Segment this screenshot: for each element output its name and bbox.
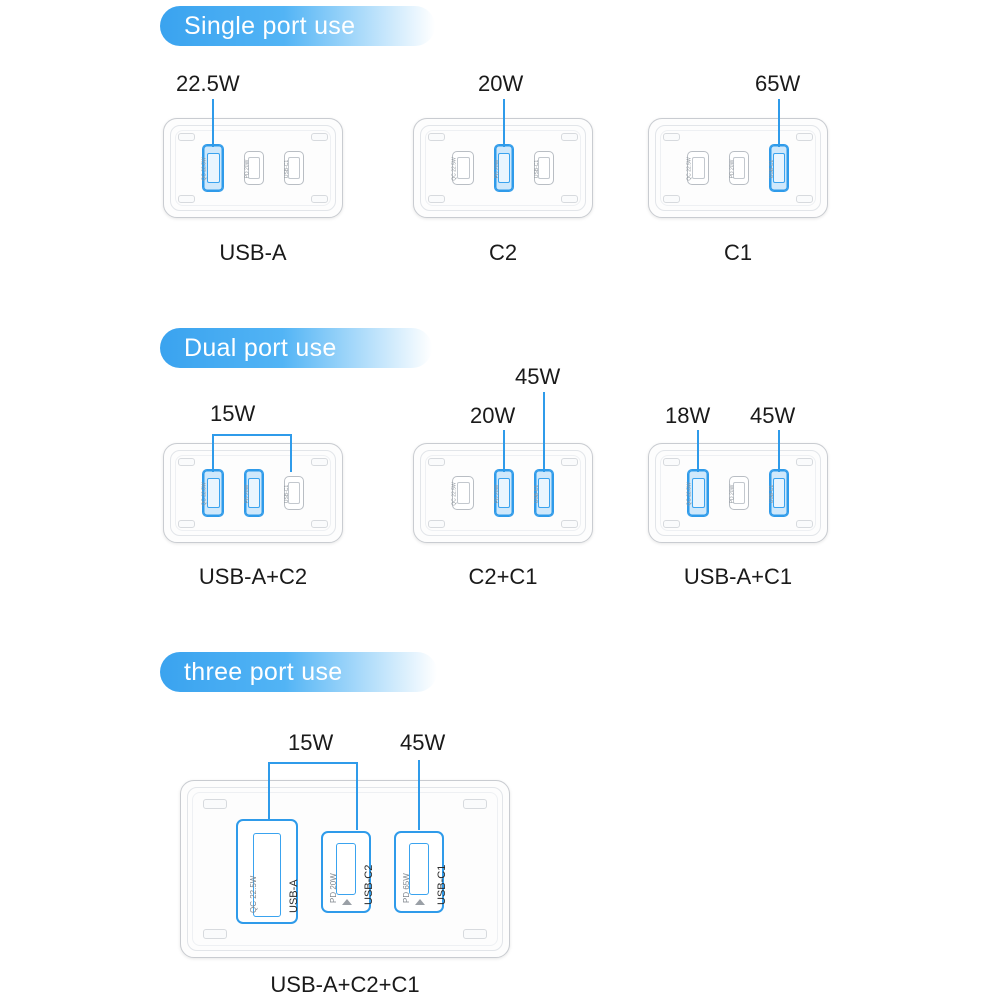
screw-slot	[561, 520, 578, 528]
section-header-three	[160, 652, 437, 692]
watt-callout-15w: 15W	[210, 401, 256, 426]
port-usb-c1[interactable]	[769, 144, 789, 192]
section-title-three: three port use	[184, 657, 343, 686]
watt-callout-22-5w: 22.5W	[176, 71, 240, 96]
port-name-usb-c2: USB-C2	[363, 864, 375, 905]
screw-slot	[663, 520, 680, 528]
port-usb-a[interactable]	[202, 469, 224, 517]
port-usb-c2[interactable]	[729, 151, 749, 185]
port-name-usb-a: USB-A	[288, 879, 300, 913]
device-caption-three-port: USB-A+C2+C1	[270, 972, 420, 997]
screw-slot	[428, 195, 445, 203]
screw-slot	[796, 520, 813, 528]
port-slot	[692, 478, 705, 509]
port-spec-usb-c1: PD 65W	[402, 873, 411, 903]
port-label-usb-c2: PD 20W	[729, 159, 736, 179]
screw-slot	[796, 195, 813, 203]
screw-slot	[663, 133, 680, 141]
port-spec-usb-c2: PD 20W	[329, 873, 338, 903]
screw-slot	[311, 195, 328, 203]
watt-callout-45w: 45W	[750, 403, 796, 428]
device-caption-usb-a-c2: USB-A+C2	[198, 564, 308, 589]
screw-slot	[203, 929, 227, 939]
port-usb-a[interactable]	[452, 476, 474, 510]
port-usb-a[interactable]	[236, 819, 298, 924]
port-usb-c2[interactable]	[729, 476, 749, 510]
port-label-usb-a: QC 22.5W	[451, 482, 458, 506]
device-caption-usb-a-c1: USB-A+C1	[683, 564, 793, 589]
port-usb-c1[interactable]	[284, 476, 304, 510]
device-caption-c2-c1: C2+C1	[468, 564, 538, 589]
screw-slot	[203, 799, 227, 809]
port-slot	[409, 843, 429, 895]
port-usb-c1[interactable]	[534, 151, 554, 185]
port-usb-a[interactable]	[687, 151, 709, 185]
port-label-usb-c2: PD 20W	[494, 159, 501, 179]
port-usb-c1[interactable]	[284, 151, 304, 185]
screw-slot	[428, 458, 445, 466]
screw-slot	[311, 458, 328, 466]
port-spec-usb-a: QC 22.5W	[249, 875, 258, 913]
watt-callout-20w: 20W	[478, 71, 524, 96]
screw-slot	[178, 195, 195, 203]
section-header-single	[160, 6, 435, 46]
section-title-dual: Dual port use	[184, 333, 337, 362]
port-slot	[457, 157, 470, 179]
callout-lead-line	[290, 434, 292, 472]
device-single-c1	[648, 118, 828, 218]
port-usb-a[interactable]	[452, 151, 474, 185]
callout-lead-line	[543, 392, 545, 472]
screw-slot	[178, 520, 195, 528]
port-name-usb-c1: USB-C1	[436, 864, 448, 905]
device-single-usb-a	[163, 118, 343, 218]
screw-slot	[428, 520, 445, 528]
port-direction-marker	[415, 899, 425, 905]
port-usb-c2[interactable]	[494, 144, 514, 192]
port-slot	[207, 478, 220, 509]
callout-lead-line	[697, 430, 699, 472]
screw-slot	[796, 458, 813, 466]
callout-lead-line	[356, 762, 358, 830]
device-dual-usb-a-c1	[648, 443, 828, 543]
callout-lead-line	[212, 434, 214, 472]
watt-callout-45w: 45W	[400, 730, 446, 755]
screw-slot	[311, 133, 328, 141]
port-usb-c2[interactable]	[321, 831, 375, 913]
port-slot	[336, 843, 356, 895]
screw-slot	[561, 458, 578, 466]
port-usb-a[interactable]	[202, 144, 224, 192]
port-label-usb-c2: PD 20W	[494, 484, 501, 504]
watt-callout-20w: 20W	[470, 403, 516, 428]
screw-slot	[428, 133, 445, 141]
port-label-usb-c1: USB-C1	[534, 484, 541, 504]
callout-lead-line	[268, 762, 356, 764]
port-label-usb-a: QC 22.5W	[686, 482, 693, 506]
callout-lead-line	[212, 99, 214, 147]
port-label-usb-c1: USB-C1	[284, 484, 291, 504]
port-slot	[457, 482, 470, 504]
screw-slot	[463, 799, 487, 809]
port-label-usb-c1: USB-C1	[534, 159, 541, 179]
screw-slot	[178, 458, 195, 466]
port-label-usb-c1: USB-C1	[769, 159, 776, 179]
port-label-usb-c1: USB-C1	[769, 484, 776, 504]
screw-slot	[311, 520, 328, 528]
device-caption-c1: C1	[723, 240, 753, 265]
device-caption-c2: C2	[488, 240, 518, 265]
port-label-usb-a: QC 22.5W	[201, 157, 208, 181]
port-usb-c1[interactable]	[534, 469, 554, 517]
section-title-single: Single port use	[184, 11, 356, 40]
callout-lead-line	[503, 99, 505, 147]
port-usb-c1[interactable]	[769, 469, 789, 517]
callout-lead-line	[778, 99, 780, 147]
device-three-port	[180, 780, 510, 958]
watt-callout-65w: 65W	[755, 71, 801, 96]
section-header-dual	[160, 328, 432, 368]
port-label-usb-c2: PD 20W	[244, 484, 251, 504]
port-label-usb-c1: USB-C1	[284, 159, 291, 179]
callout-lead-line	[778, 430, 780, 472]
port-usb-c2[interactable]	[494, 469, 514, 517]
port-label-usb-c2: PD 20W	[244, 159, 251, 179]
port-slot	[692, 157, 705, 179]
screw-slot	[561, 133, 578, 141]
screw-slot	[663, 195, 680, 203]
port-label-usb-a: QC 22.5W	[201, 482, 208, 506]
port-usb-c2[interactable]	[244, 151, 264, 185]
screw-slot	[561, 195, 578, 203]
port-direction-marker	[342, 899, 352, 905]
callout-lead-line	[418, 760, 420, 830]
port-usb-c1[interactable]	[394, 831, 448, 913]
watt-callout-18w: 18W	[665, 403, 711, 428]
screw-slot	[663, 458, 680, 466]
screw-slot	[178, 133, 195, 141]
watt-callout-45w: 45W	[515, 364, 561, 389]
device-dual-usb-a-c2	[163, 443, 343, 543]
screw-slot	[796, 133, 813, 141]
callout-lead-line	[268, 762, 270, 820]
callout-lead-line	[212, 434, 290, 436]
port-label-usb-a: QC 22.5W	[451, 157, 458, 181]
screw-slot	[463, 929, 487, 939]
port-usb-a[interactable]	[687, 469, 709, 517]
port-slot	[207, 153, 220, 184]
device-caption-usb-a: USB-A	[219, 240, 287, 265]
port-label-usb-a: QC 22.5W	[686, 157, 693, 181]
callout-lead-line	[503, 430, 505, 472]
watt-callout-15w: 15W	[288, 730, 334, 755]
port-usb-c2[interactable]	[244, 469, 264, 517]
port-label-usb-c2: PD 20W	[729, 484, 736, 504]
